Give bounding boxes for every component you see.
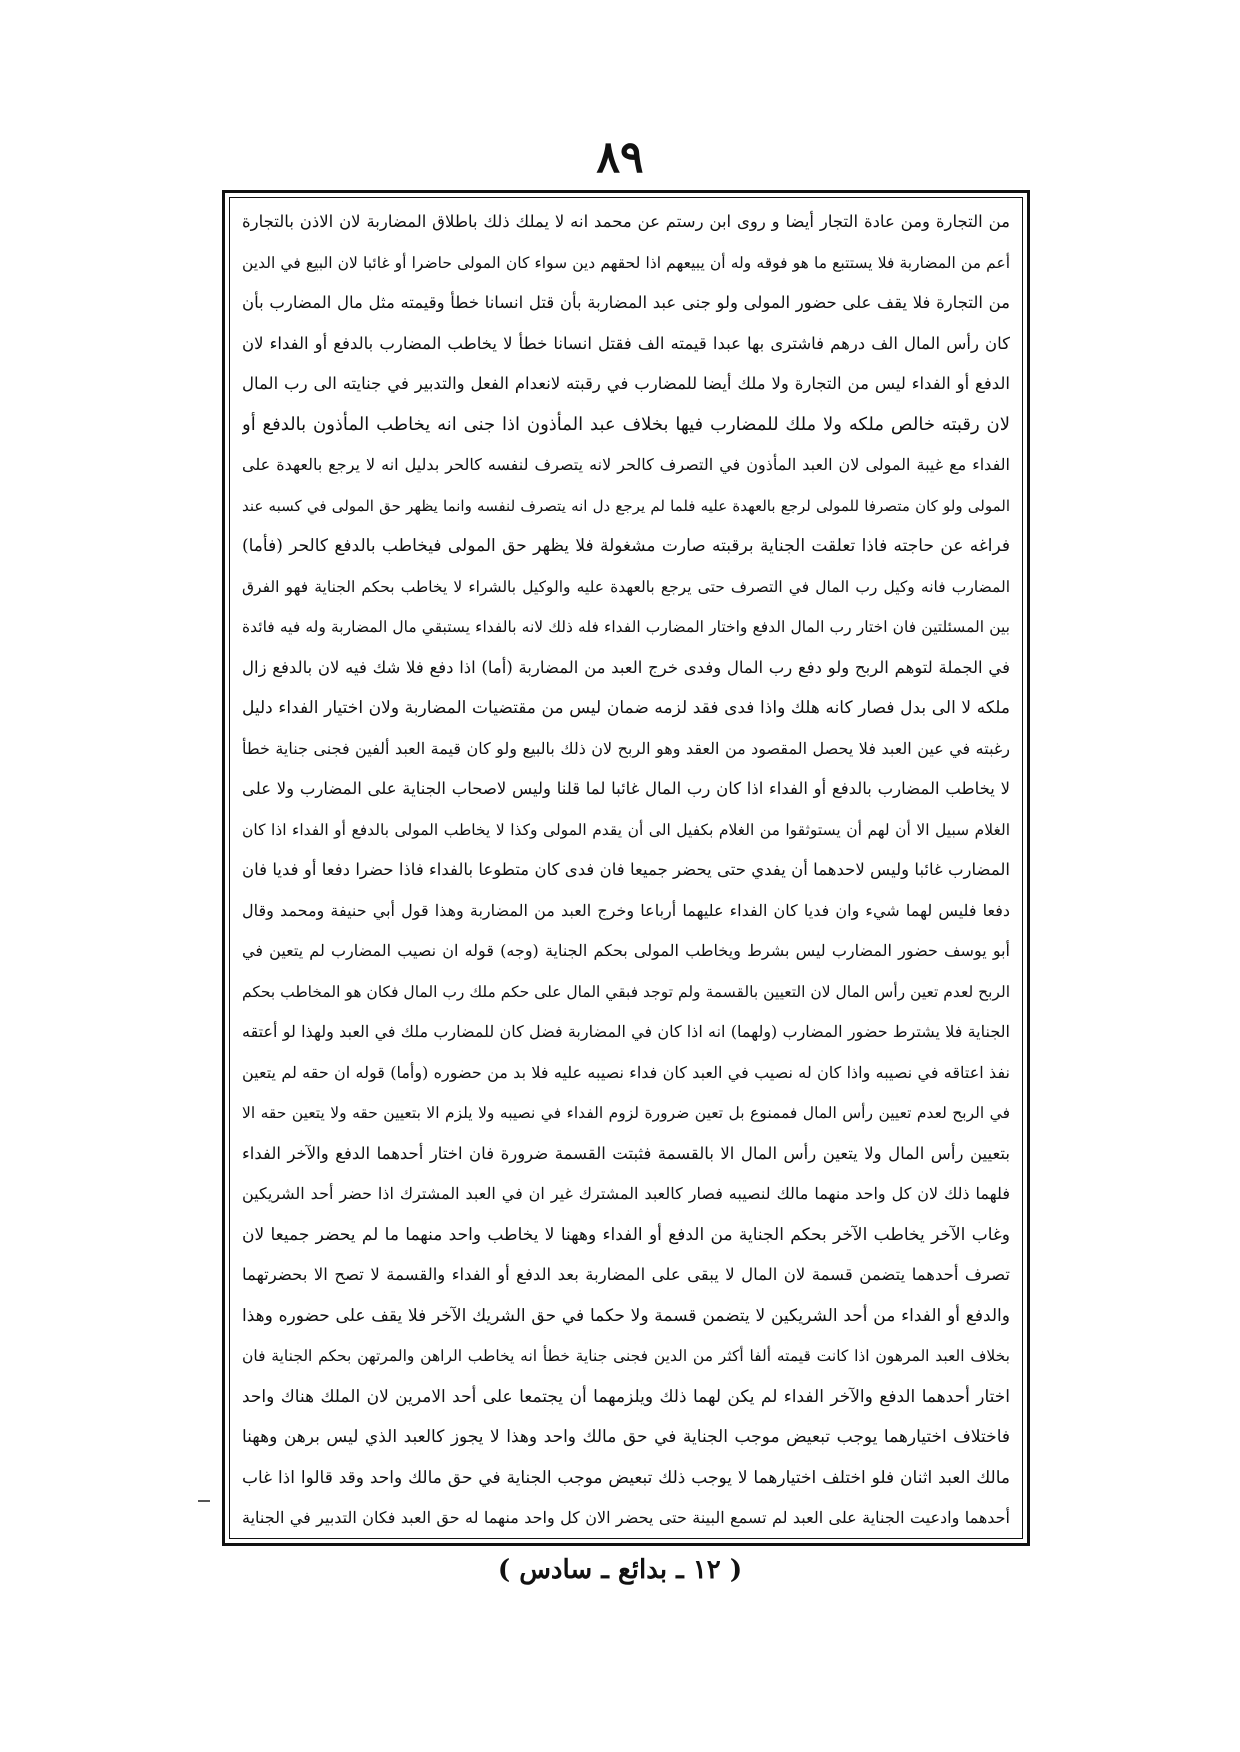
text-line: الدفع أو الفداء ليس من التجارة ولا ملك أيضا للمضارب في رقبته لانعدام الفعل والتدبير في جنايته الى رب المال (242, 374, 1010, 393)
text-frame (222, 190, 1030, 1546)
text-line: لان رقبته خالص ملكه ولا ملك للمضارب فيها بخلاف عبد المأذون اذا جنى انه يخاطب المأذون بالدفع أو (242, 413, 1010, 435)
text-line: نفذ اعتاقه في نصيبه واذا كان له نصيب في العبد كان فداء نصيبه عليه فلا بد من حضوره (وأما) قوله ان حقه لم يتعين (242, 1062, 1010, 1082)
text-line: دفعا فليس لهما شيء وان فديا كان الفداء عليهما أرباعا وخرج العبد من المضاربة وهذا قول أبي حنيفة ومحمد وقال (242, 900, 1010, 920)
text-line: الربح لعدم تعين رأس المال لان التعيين بالقسمة ولم توجد فبقي المال على حكم ملك رب المال فكان هو المخاطب بحكم (242, 982, 1010, 1001)
text-line: أعم من المضاربة فلا يستتبع ما هو فوقه وله أن يبيعهم اذا لحقهم دين سواء كان المولى حاضرا أو غائبا لان البيع في الدين (242, 253, 1010, 272)
text-line: المولى ولو كان متصرفا للمولى لرجع بالعهدة عليه فلما لم يرجع دل انه يتصرف لنفسه وانما يظهر حق المولى في كسبه عند (242, 496, 1010, 515)
margin-mark (198, 1500, 210, 1502)
text-line: من التجارة فلا يقف على حضور المولى ولو جنى عبد المضاربة بأن قتل انسانا خطأ وقيمته مثل مال المضارب بأن (242, 293, 1010, 312)
text-line: المضارب فانه وكيل رب المال في التصرف حتى يرجع بالعهدة عليه والوكيل بالشراء لا يخاطب بحكم الجناية فهو الفرق (242, 577, 1010, 596)
text-line: بين المسئلتين فان اختار رب المال الدفع واختار المضارب الفداء فله ذلك لانه بالفداء يستبقي مال المضاربة وله فيه فائدة (242, 618, 1010, 636)
text-line: أحدهما وادعيت الجناية على العبد لم تسمع البينة حتى يحضر الان كل واحد منهما له حق العبد فكان التدبير في الجناية (242, 1508, 1010, 1527)
text-line: في الربح لعدم تعيين رأس المال فممنوع بل تعين ضرورة لزوم الفداء في نصيبه ولا يلزم الا بتعيين حقه ولا يتعين حقه الا (242, 1104, 1010, 1122)
text-line: والدفع أو الفداء من أحد الشريكين لا يتضمن قسمة ولا حكما في حق الشريك الآخر فلا يقف على حضوره وهذا (242, 1305, 1010, 1326)
text-line: بخلاف العبد المرهون اذا كانت قيمته ألفا أكثر من الدين فجنى جناية خطأ انه يخاطب الراهن والمرتهن بحكم الجناية فان (242, 1347, 1010, 1365)
text-line: في الجملة لتوهم الربح ولو دفع رب المال وفدى خرج العبد من المضاربة (أما) اذا دفع فلا شك فيه لان بالدفع زال (242, 657, 1010, 677)
text-line (242, 1539, 1010, 1540)
text-line: وغاب الآخر يخاطب الآخر بحكم الجناية من الدفع أو الفداء وههنا لا يخاطب واحد منهما ما لم يحضر جميعا لان (242, 1224, 1010, 1245)
text-line: المضارب غائبا وليس لاحدهما أن يفدي حتى يحضر جميعا فان فدى كان متطوعا بالفداء فاذا حضرا دفعا أو فديا فان (242, 860, 1010, 879)
text-line: الفداء مع غيبة المولى لان العبد المأذون في التصرف كالحر لانه يتصرف لنفسه كالحر بدليل انه لا يرجع بالعهدة على (242, 455, 1010, 474)
page-footer: ( ١٢ ـ بدائع ـ سادس ) (497, 1555, 743, 1585)
text-line: فاختلاف اختيارهما يوجب تبعيض موجب الجناية في حق مالك واحد وهذا لا يجوز كالعبد الذي ليس برهن وههنا (242, 1427, 1010, 1447)
text-line: لا يخاطب المضارب بالدفع أو الفداء اذا كان رب المال غائبا لما قلنا وليس لاصحاب الجناية على المضارب ولا على (242, 779, 1010, 798)
text-line: تصرف أحدهما يتضمن قسمة لان المال لا يبقى على المضاربة بعد الدفع أو الفداء والقسمة لا تصح الا بحضرتهما (242, 1265, 1010, 1284)
text-line: اختار أحدهما الدفع والآخر الفداء لم يكن لهما ذلك ويلزمهما أن يجتمعا على أحد الامرين لان الملك هناك واحد (242, 1386, 1010, 1407)
text-line: أبو يوسف حضور المضارب ليس بشرط ويخاطب المولى بحكم الجناية (وجه) قوله ان نصيب المضارب لم يتعين في (242, 941, 1010, 960)
text-line: الغلام سبيل الا أن لهم أن يستوثقوا من الغلام بكفيل الى أن يقدم المولى وكذا لا يخاطب المولى بالدفع أو الفداء اذا كان (242, 820, 1010, 839)
body-text (242, 202, 1010, 1539)
text-line: كان رأس المال الف درهم فاشترى بها عبدا قيمته الف فقتل انسانا خطأ لا يخاطب المضارب بالدفع أو الفداء لان (242, 333, 1010, 353)
text-line: الجناية فلا يشترط حضور المضارب (ولهما) انه اذا كان في المضاربة فضل كان للمضارب ملك في العبد ولهذا لو أعتقه (242, 1022, 1010, 1041)
text-line: مالك العبد اثنان فلو اختلف اختيارهما لا يوجب ذلك تبعيض موجب الجناية في حق مالك واحد وقد قالوا اذا غاب (242, 1467, 1010, 1488)
text-frame-inner (229, 197, 1023, 1539)
text-line: بتعيين رأس المال ولا يتعين رأس المال الا بالقسمة فثبتت القسمة ضرورة فان اختار أحدهما الدفع والآخر الفداء (242, 1143, 1010, 1163)
text-line: ملكه لا الى بدل فصار كانه هلك واذا فدى فقد لزمه ضمان ليس من مقتضيات المضاربة ولان اختيار الفداء دليل (242, 698, 1010, 718)
text-line: فراغه عن حاجته فاذا تعلقت الجناية برقبته صارت مشغولة فلا يظهر حق المولى فيخاطب بالدفع كالحر (فأما) (242, 536, 1010, 556)
text-line: رغبته في عين العبد فلا يحصل المقصود من العقد وهو الربح لان ذلك بالبيع ولو كان قيمة العبد ألفين فجنى جناية خطأ (242, 738, 1010, 758)
text-line: فلهما ذلك لان كل واحد منهما مالك لنصيبه فصار كالعبد المشترك غير ان في العبد المشترك اذا حضر أحد الشريكين (242, 1184, 1010, 1203)
page-number: ٨٩ (596, 132, 644, 183)
text-line: من التجارة ومن عادة التجار أيضا و روى ابن رستم عن محمد انه لا يملك ذلك باطلاق المضاربة لان الاذن بالتجارة (242, 212, 1010, 231)
